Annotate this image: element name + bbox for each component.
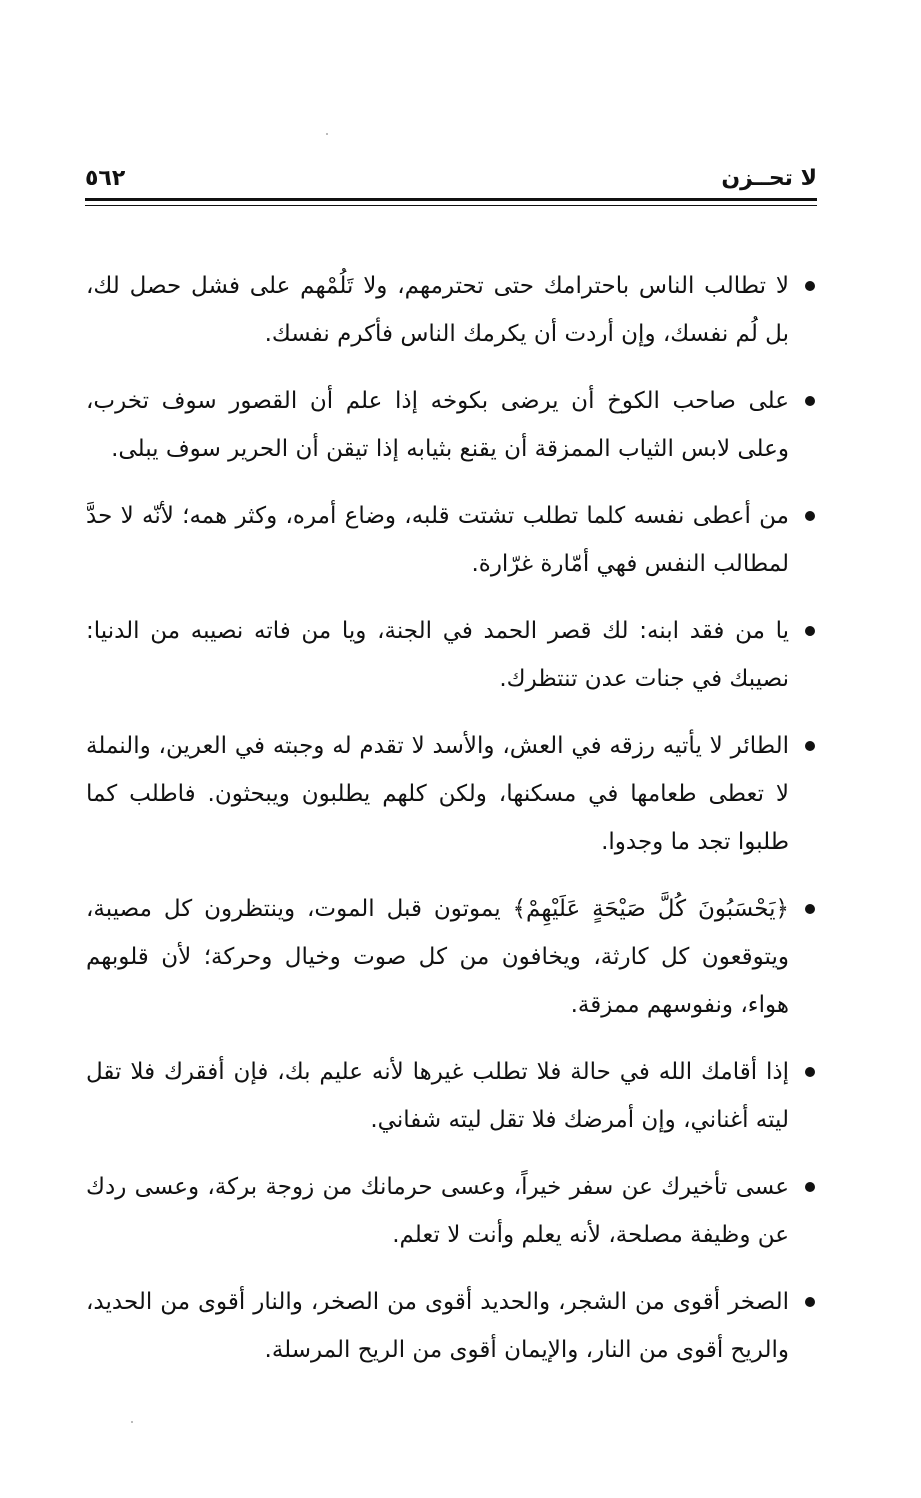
list-item [86, 492, 817, 588]
list-item [86, 1048, 817, 1144]
list-item-text: ﴿يَحْسَبُونَ كُلَّ صَيْحَةٍ عَلَيْهِمْ﴾ يموتون قبل الموت، وينتظرون كل مصيبة، ويتوقعون كل كارثة، ويخافون من كل صوت وخيال وحركة؛ لأن قلوبهم هواء، ونفوسهم ممزقة. [86, 896, 789, 1018]
scan-speck [326, 133, 328, 135]
bullet-icon [805, 1067, 815, 1077]
list-item [86, 262, 817, 358]
bullet-list [86, 262, 817, 1374]
list-item-text: يا من فقد ابنه: لك قصر الحمد في الجنة، ويا من فاته نصيبه من الدنيا: نصيبك في جنات عدن تنتظرك. [86, 618, 789, 692]
list-item [86, 1163, 817, 1259]
list-item-text: الصخر أقوى من الشجر، والحديد أقوى من الصخر، والنار أقوى من الحديد، والريح أقوى من النار، والإيمان أقوى من الريح المرسلة. [86, 1289, 789, 1363]
bullet-icon [805, 904, 815, 914]
list-item [86, 885, 817, 1029]
bullet-icon [805, 1182, 815, 1192]
bullet-icon [805, 281, 815, 291]
bullet-icon [805, 626, 815, 636]
header-rule-thick [85, 198, 817, 201]
list-item-text: من أعطى نفسه كلما تطلب تشتت قلبه، وضاع أمره، وكثر همه؛ لأنّه لا حدَّ لمطالب النفس فهي أمّارة غرّارة. [86, 503, 789, 577]
page-header [85, 166, 817, 192]
bullet-icon [805, 1297, 815, 1307]
header-rule-thin [85, 205, 817, 206]
scan-speck [131, 1421, 133, 1423]
list-item [86, 377, 817, 473]
bullet-icon [805, 511, 815, 521]
list-item [86, 722, 817, 866]
list-item-text: عسى تأخيرك عن سفر خيراً، وعسى حرمانك من زوجة بركة، وعسى ردك عن وظيفة مصلحة، لأنه يعلم وأنت لا تعلم. [86, 1174, 789, 1248]
page-number: ٥٦٢ [85, 166, 126, 191]
list-item-text: إذا أقامك الله في حالة فلا تطلب غيرها لأنه عليم بك، فإن أفقرك فلا تقل ليته أغناني، وإن أمرضك فلا تقل ليته شفاني. [86, 1059, 789, 1133]
list-item-text: الطائر لا يأتيه رزقه في العش، والأسد لا تقدم له وجبته في العرين، والنملة لا تعطى طعامها في مسكنها، ولكن كلهم يطلبون ويبحثون. فاطلب كما طلبوا تجد ما وجدوا. [86, 733, 789, 855]
list-item [86, 1278, 817, 1374]
running-title: لا تحــزن [721, 166, 817, 191]
list-item-text: على صاحب الكوخ أن يرضى بكوخه إذا علم أن القصور سوف تخرب، وعلى لابس الثياب الممزقة أن يقنع بثيابه إذا تيقن أن الحرير سوف يبلى. [86, 388, 789, 462]
bullet-icon [805, 396, 815, 406]
bullet-icon [805, 741, 815, 751]
page-content [86, 262, 817, 1378]
list-item-text: لا تطالب الناس باحترامك حتى تحترمهم، ولا تَلُمْهم على فشل حصل لك، بل لُم نفسك، وإن أردت أن يكرمك الناس فأكرم نفسك. [86, 273, 789, 347]
list-item [86, 607, 817, 703]
